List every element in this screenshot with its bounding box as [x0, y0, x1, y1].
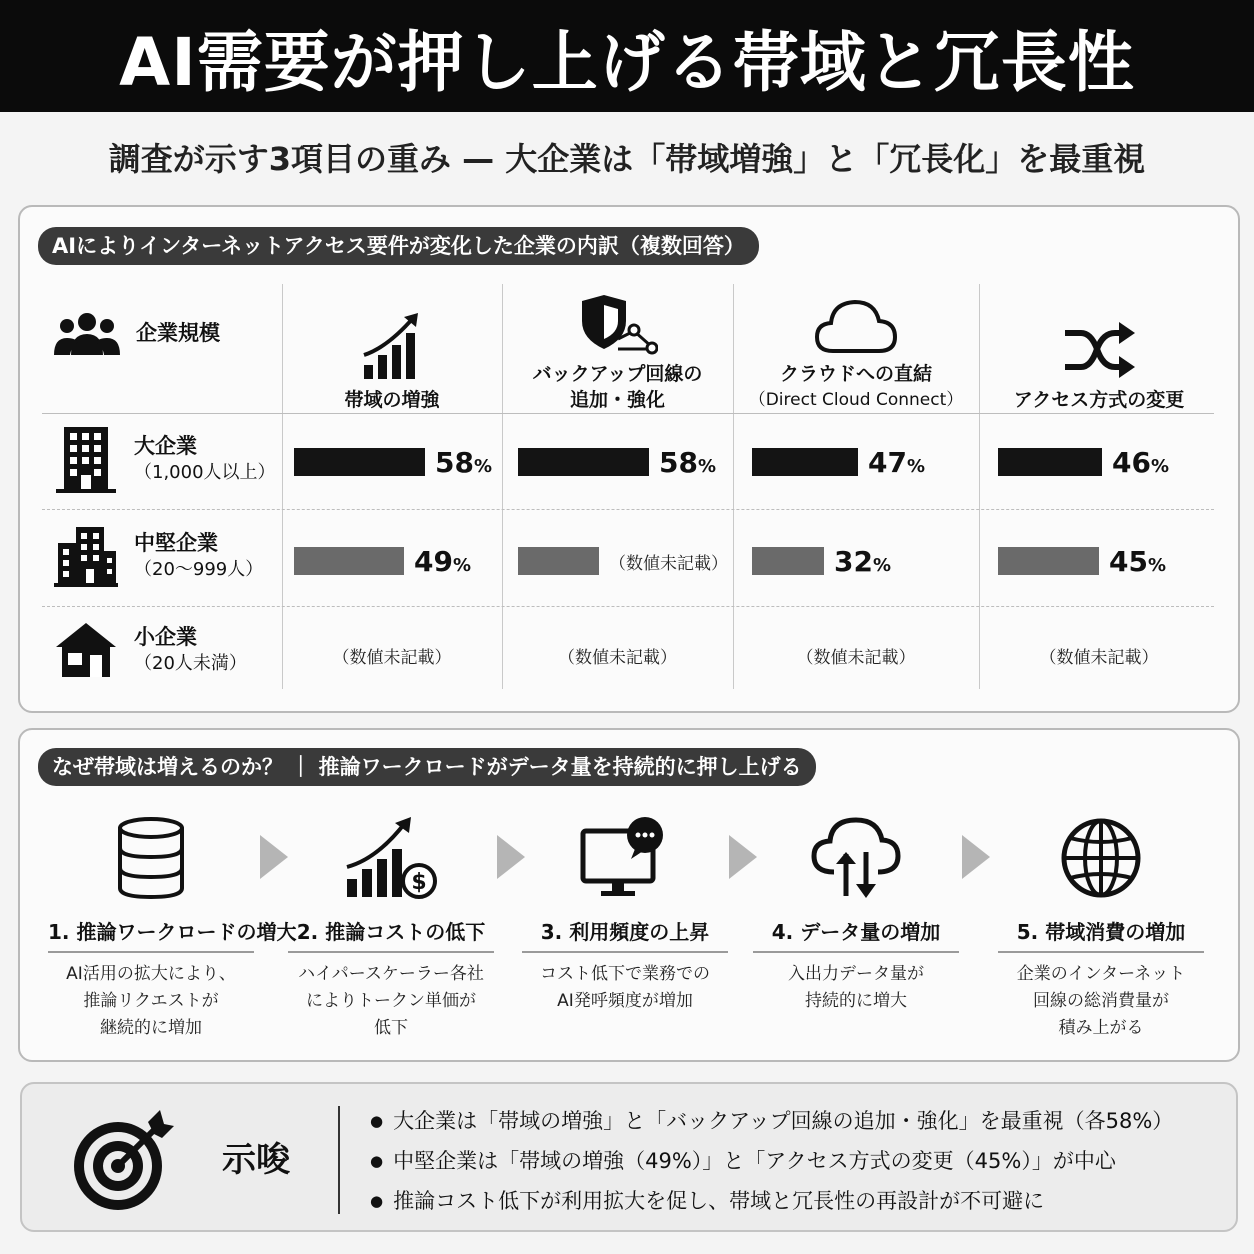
bar [752, 448, 858, 476]
cell-large-backup [518, 442, 716, 482]
flow-step-title: 3. 利用頻度の上昇 [522, 916, 728, 953]
row-header-mid [54, 525, 263, 587]
value-not-listed: （数値未記載） [1039, 647, 1159, 668]
row-size: （1,000人以上） [134, 462, 276, 483]
flow-step-title: 2. 推論コストの低下 [288, 916, 494, 953]
data-label: 58% [659, 445, 717, 479]
row-label: 中堅企業 [134, 531, 218, 555]
bar [752, 547, 824, 575]
page-subtitle: 調査が示す3項目の重み — 大企業は「帯域増強」と「冗長化」を最重視 [108, 140, 1146, 178]
row-size: （20人未満） [134, 653, 247, 674]
row-header-large [54, 425, 276, 493]
row-size: （20〜999人） [134, 559, 264, 580]
flow-arrow [497, 835, 525, 879]
shield-network-icon [578, 293, 658, 355]
cell-small-cloud [733, 635, 979, 675]
flow-step-desc: 企業のインターネット [1016, 964, 1186, 984]
flow-step-desc: 回線の総消費量が [1032, 991, 1169, 1011]
cell-large-access [998, 442, 1169, 482]
column-header-backup [502, 287, 733, 413]
mid-building-icon [54, 525, 118, 587]
value-not-listed: （数値未記載） [796, 647, 916, 668]
row-label: 小企業 [134, 625, 197, 649]
breakdown-title-pill: AIによりインターネットアクセス要件が変化した企業の内訳（複数回答） [38, 227, 759, 265]
row-label: 大企業 [134, 434, 197, 458]
flow-step-desc: AI発呼頻度が増加 [557, 991, 693, 1011]
percent-unit: % [872, 554, 892, 576]
implication-bullet: ● 中堅企業は「帯域の増強（49%）」と「アクセス方式の変更（45%）」が中心 [370, 1142, 1173, 1182]
data-label: 47% [868, 445, 926, 479]
flow-step-title: 5. 帯域消費の増加 [998, 916, 1204, 953]
svg-text:$: $ [411, 870, 427, 895]
flow-step-desc: 積み上がる [1058, 1018, 1144, 1038]
cell-large-cloud [752, 442, 925, 482]
column-header-cloud [733, 287, 979, 413]
flow-step-2 [288, 810, 494, 1042]
flow-step-1 [48, 810, 297, 1042]
breakdown-card [18, 205, 1240, 713]
value-not-listed: （数値未記載） [332, 647, 452, 668]
value-not-listed: （数値未記載） [609, 553, 728, 574]
flow-step-title: 4. データ量の増加 [753, 916, 959, 953]
growth-bar-icon [360, 311, 424, 381]
data-label: 58% [435, 445, 493, 479]
data-label: 46% [1112, 445, 1170, 479]
implication-list [370, 1102, 1173, 1222]
flow-step-desc: によりトークン単価が [306, 991, 476, 1011]
page-title: AI需要が押し上げる帯域と冗長性 [119, 23, 1135, 101]
flow-card [18, 728, 1240, 1062]
data-label: 32% [834, 544, 892, 578]
monitor-chat-icon [579, 815, 671, 901]
column-label-sub: 追加・強化 [569, 389, 665, 411]
column-label: 帯域の増強 [344, 389, 440, 411]
cell-mid-backup [518, 541, 728, 581]
percent-unit: % [452, 554, 472, 576]
percent-unit: % [906, 455, 926, 477]
column-label: アクセス方式の変更 [1013, 389, 1185, 411]
bar [294, 448, 425, 476]
flow-step-3 [522, 810, 728, 1015]
cell-small-access [979, 635, 1219, 675]
cell-mid-cloud [752, 541, 891, 581]
company-size-label: 企業規模 [136, 321, 220, 345]
cloud-icon [813, 297, 899, 355]
flow-step-desc: ハイパースケーラー各社 [298, 964, 484, 984]
header-row-divider [42, 413, 1214, 414]
page-title-bar [0, 0, 1254, 112]
implication-title: 示唆 [222, 1140, 290, 1180]
flow-step-desc: 入出力データ量が [788, 964, 924, 984]
globe-icon [1059, 816, 1143, 900]
flow-step-4 [753, 810, 959, 1015]
percent-unit: % [697, 455, 717, 477]
percent-unit: % [473, 455, 493, 477]
cloud-transfer-icon [810, 816, 902, 900]
implication-card [20, 1082, 1238, 1232]
shuffle-icon [1061, 319, 1137, 381]
implication-divider [338, 1106, 340, 1214]
database-icon [116, 816, 186, 900]
bar [518, 547, 599, 575]
small-house-icon [54, 621, 118, 679]
flow-step-5 [998, 810, 1204, 1042]
column-header-access [979, 287, 1219, 413]
bar [998, 448, 1102, 476]
flow-arrow [962, 835, 990, 879]
flow-title-pill: なぜ帯域は増えるのか？ ｜ 推論ワークロードがデータ量を持続的に押し上げる [38, 748, 816, 786]
data-label: 45% [1109, 544, 1167, 578]
row-divider [42, 606, 1214, 607]
flow-step-desc: 低下 [374, 1018, 408, 1038]
implication-bullet: ● 推論コスト低下が利用拡大を促し、帯域と冗長性の再設計が不可避に [370, 1182, 1173, 1222]
cell-mid-access [998, 541, 1166, 581]
people-group-icon [54, 311, 120, 355]
flow-step-title: 1. 推論ワークロードの増大 [48, 916, 254, 953]
data-label: 49% [414, 544, 472, 578]
flow-step-desc: AI活用の拡大により、 [66, 964, 236, 984]
flow-step-desc: 推論リクエストが [83, 991, 219, 1011]
percent-unit: % [1147, 554, 1167, 576]
target-icon [68, 1104, 178, 1214]
bar [998, 547, 1099, 575]
company-size-header [54, 311, 220, 355]
column-label-sub: （Direct Cloud Connect） [748, 390, 964, 410]
cell-small-backup [502, 635, 733, 675]
column-label: クラウドへの直結 [779, 363, 932, 385]
large-building-icon [54, 425, 118, 493]
cell-small-bandwidth [282, 635, 502, 675]
percent-unit: % [1150, 455, 1170, 477]
cell-mid-bandwidth [294, 541, 471, 581]
flow-step-desc: 持続的に増大 [805, 991, 907, 1011]
row-header-small [54, 621, 247, 679]
value-not-listed: （数値未記載） [558, 647, 677, 668]
row-divider [42, 509, 1214, 510]
flow-step-desc: コスト低下で業務での [540, 964, 710, 984]
column-label: バックアップ回線の [532, 363, 703, 385]
bar [518, 448, 649, 476]
cell-large-bandwidth [294, 442, 492, 482]
implication-bullet: ● 大企業は「帯域の増強」と「バックアップ回線の追加・強化」を最重視（各58%） [370, 1102, 1173, 1142]
bar [294, 547, 404, 575]
cost-chart-icon [343, 815, 439, 901]
flow-arrow [260, 835, 288, 879]
flow-step-desc: 継続的に増加 [100, 1018, 202, 1038]
column-header-bandwidth [282, 287, 502, 413]
